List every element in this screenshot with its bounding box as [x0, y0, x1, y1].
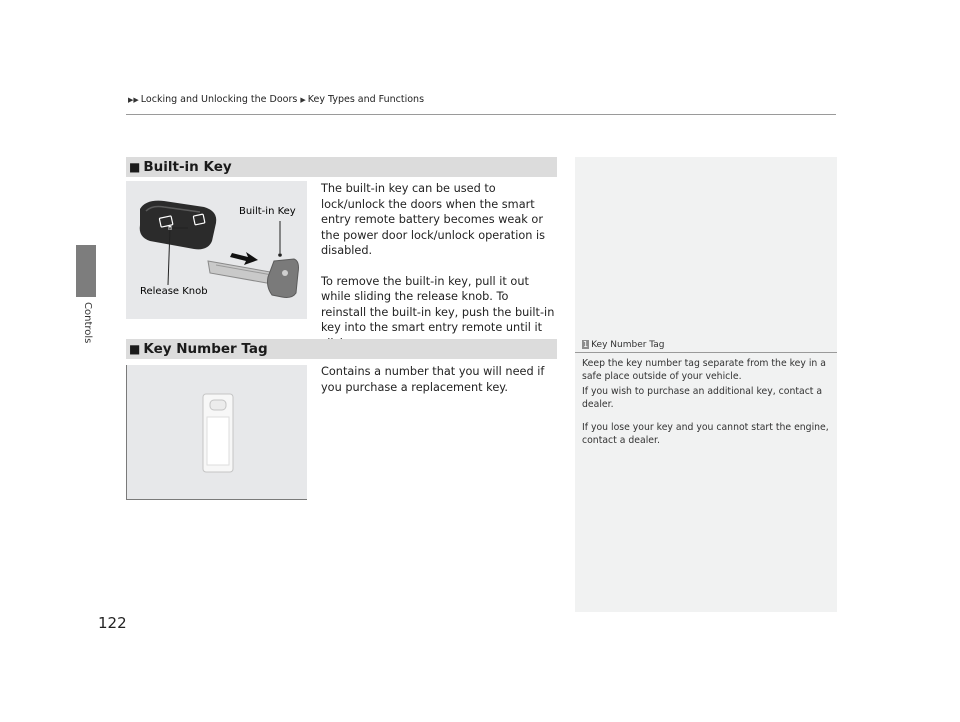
- note-line: Keep the key number tag separate from the key in a safe place outside of your vehicle.: [582, 358, 826, 382]
- section-title: Built-in Key: [143, 159, 232, 175]
- breadcrumb-item-key-types[interactable]: Key Types and Functions: [307, 94, 425, 105]
- callout-builtin-key: Built-in Key: [239, 206, 296, 217]
- paragraph: The built-in key can be used to lock/unlock the doors when the smart entry remote battery becomes weak or the power door lock/unlock operation is disabled.: [321, 182, 546, 257]
- header-divider: [126, 114, 836, 115]
- builtin-key-text: [321, 181, 557, 351]
- section-header-key-number-tag: [126, 339, 557, 359]
- section-header-builtin-key: [126, 157, 557, 177]
- breadcrumb-arrow-icon: ▶: [300, 96, 306, 104]
- note-line: If you wish to purchase an additional key, contact a dealer.: [582, 386, 823, 410]
- chapter-tab: [76, 245, 96, 297]
- note-title-text: Key Number Tag: [591, 340, 665, 350]
- square-bullet-icon: ■: [129, 342, 141, 356]
- breadcrumb-arrow-icon: ▶▶: [128, 96, 139, 104]
- breadcrumb-item-locking[interactable]: Locking and Unlocking the Doors: [140, 94, 298, 105]
- paragraph: Contains a number that you will need if you purchase a replacement key.: [321, 365, 545, 394]
- key-number-tag-text: [321, 364, 557, 395]
- callout-release-knob: Release Knob: [140, 286, 208, 297]
- reference-marker-icon: 1: [583, 340, 589, 349]
- section-title: Key Number Tag: [143, 341, 268, 357]
- smart-key-icon: [126, 181, 307, 319]
- key-tag-icon: [127, 365, 308, 500]
- note-title: [582, 340, 665, 350]
- paragraph: To remove the built-in key, pull it out while sliding the release knob. To reinstall the built-in key, push the built-in key into the smart entry remote until it: [321, 274, 555, 334]
- page-number: 122: [98, 614, 127, 632]
- note-divider: [575, 352, 837, 353]
- note-body: [582, 357, 832, 449]
- key-number-tag-illustration: [126, 365, 307, 500]
- note-line: If you lose your key and you cannot start the engine, contact a dealer.: [582, 422, 829, 446]
- chapter-label: Controls: [82, 302, 93, 344]
- builtin-key-illustration: [126, 181, 307, 319]
- breadcrumb: [128, 94, 424, 105]
- square-bullet-icon: ■: [129, 160, 141, 174]
